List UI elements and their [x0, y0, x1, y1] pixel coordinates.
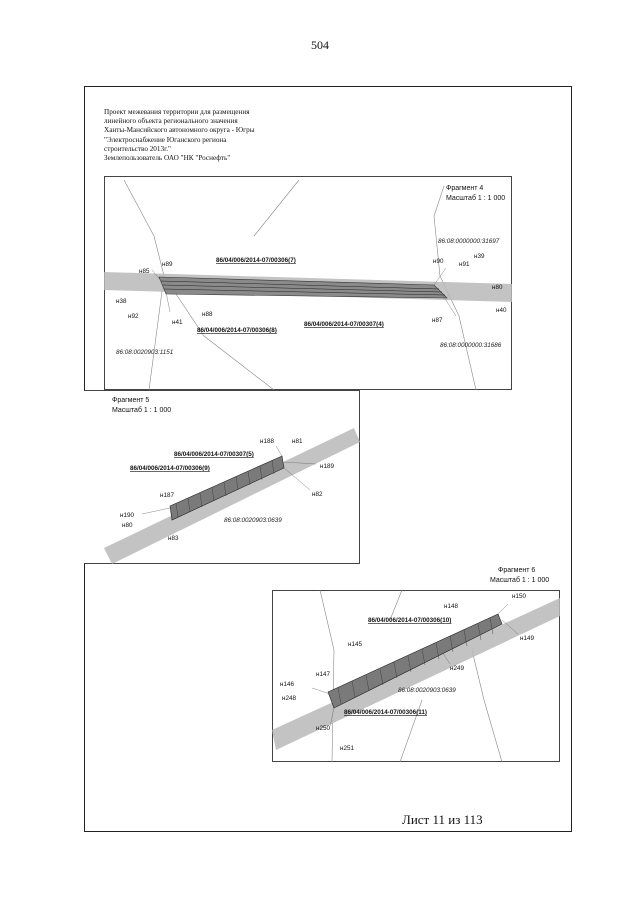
- title-line: Землепользователь ОАО "НК "Роснефть": [104, 154, 231, 163]
- point-label: н149: [520, 635, 534, 642]
- point-label: н80: [492, 284, 503, 291]
- fragment-6-title: Фрагмент 6: [498, 567, 536, 574]
- cadastral-label: 86/04/006/2014-07/00307(4): [304, 321, 384, 328]
- point-label: н41: [172, 319, 183, 326]
- point-label: н81: [292, 438, 303, 445]
- point-label: н150: [512, 593, 526, 600]
- title-block: [104, 108, 304, 163]
- point-label: н80: [122, 522, 133, 529]
- fragment-5-drawing: [84, 390, 360, 564]
- parcel-label: 86:08:0000000:31686: [440, 342, 502, 349]
- fragment-5-scale: Масштаб 1 : 1 000: [112, 407, 172, 414]
- sheet-number: Лист 11 из 113: [402, 812, 483, 827]
- point-label: н146: [280, 681, 294, 688]
- cadastral-label: 86/04/006/2014-07/00306(10): [368, 617, 452, 624]
- point-label: н189: [320, 463, 334, 470]
- cadastral-label: 86/04/006/2014-07/00306(9): [130, 465, 210, 472]
- point-label: н88: [202, 311, 213, 318]
- point-label: н40: [496, 307, 507, 314]
- fragment-6-drawing: [272, 590, 560, 762]
- point-label: н89: [162, 261, 173, 268]
- point-label: н187: [160, 492, 174, 499]
- page-number: 504: [311, 38, 329, 52]
- cadastral-label: 86/04/006/2014-07/00306(7): [216, 257, 296, 264]
- point-label: н85: [139, 268, 150, 275]
- point-label: н82: [312, 491, 323, 498]
- point-label: н38: [116, 298, 127, 305]
- title-line: Ханты-Мансийского автономного округа - Югры: [104, 126, 255, 135]
- point-label: н90: [433, 258, 444, 265]
- point-label: н91: [459, 261, 470, 268]
- parcel-label: 86:08:0000000:31697: [438, 238, 500, 245]
- title-line: Проект межевания территории для размещения: [104, 108, 250, 116]
- point-label: н147: [316, 671, 330, 678]
- parcel-label: 86:08:0020903:1151: [116, 349, 174, 356]
- fragment-4-title: Фрагмент 4: [446, 185, 484, 192]
- cadastral-label: 86/04/006/2014-07/00307(5): [174, 451, 254, 458]
- title-line: линейного объекта регионального значения: [104, 117, 238, 126]
- title-line: "Электроснабжение Юганского региона: [104, 135, 227, 144]
- point-label: н249: [450, 665, 464, 672]
- point-label: н251: [340, 745, 354, 752]
- point-label: н87: [432, 317, 443, 324]
- point-label: н248: [282, 695, 296, 702]
- fragment-4-drawing: [104, 176, 512, 390]
- point-label: н83: [168, 535, 179, 542]
- parcel-label: 86:08:0020903:0639: [224, 517, 282, 524]
- fragment-6-scale: Масштаб 1 : 1 000: [490, 577, 550, 584]
- point-label: н190: [120, 512, 134, 519]
- title-line: строительство 2013г.": [104, 144, 171, 153]
- point-label: н39: [474, 253, 485, 260]
- point-label: н250: [316, 725, 330, 732]
- cadastral-label: 86/04/006/2014-07/00306(11): [344, 709, 427, 716]
- cadastral-label: 86/04/006/2014-07/00306(8): [197, 327, 277, 334]
- parcel-label: 86:08:0020903:0639: [398, 687, 456, 694]
- point-label: н92: [128, 313, 139, 320]
- point-label: н148: [444, 603, 458, 610]
- fragment-4-scale: Масштаб 1 : 1 000: [446, 195, 506, 202]
- fragment-5-title: Фрагмент 5: [112, 397, 150, 404]
- point-label: н188: [260, 438, 274, 445]
- point-label: н145: [348, 641, 362, 648]
